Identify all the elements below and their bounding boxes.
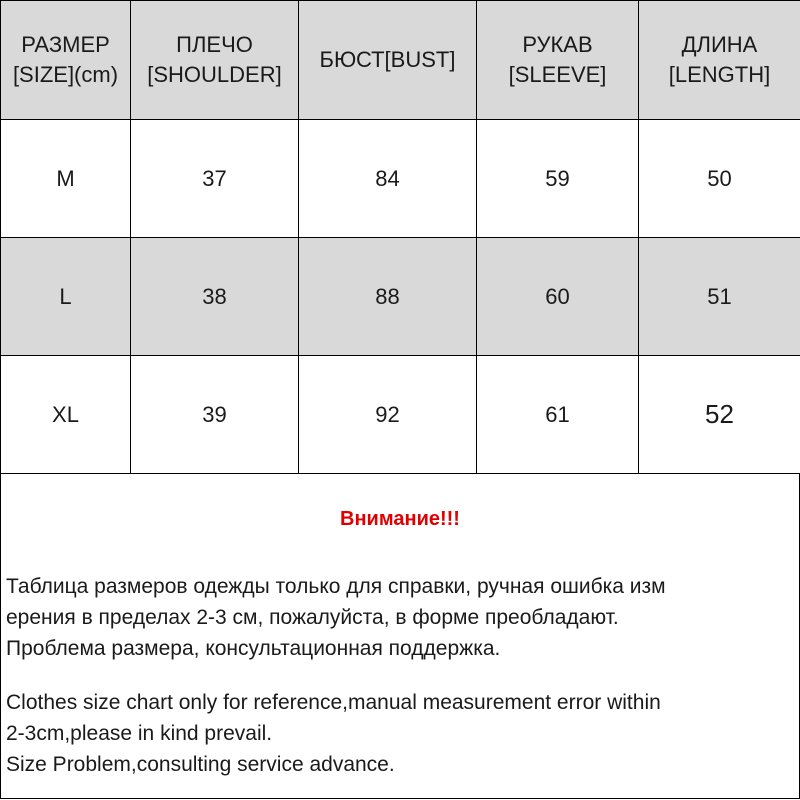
notice-line: Таблица размеров одежды только для справки, ручная ошибка изм [6,575,666,598]
cell-bust: 88 [299,238,477,356]
cell-shoulder: 39 [131,356,299,474]
header-line: ПЛЕЧО [176,32,253,57]
cell-length: 52 [639,356,800,474]
cell-size: XL [1,356,131,474]
header-line: [SIZE](cm) [12,62,119,87]
cell-bust: 92 [299,356,477,474]
header-size [1,1,131,120]
header-line: РУКАВ [522,32,593,57]
header-line: [SLEEVE] [508,62,607,87]
table-row [1,120,800,238]
header-line: РАЗМЕР [21,32,110,57]
notice-line: 2-3cm,please in kind prevail. [6,722,273,745]
notice-russian [6,571,796,664]
cell-shoulder: 38 [131,238,299,356]
cell-bust: 84 [299,120,477,238]
cell-size: M [1,120,131,238]
header-line: [LENGTH] [668,62,771,87]
cell-length: 50 [639,120,800,238]
notice-line: ерения в пределах 2-3 см, пожалуйста, в форме преобладают. [6,606,619,629]
table-row [1,356,800,474]
header-bust [299,1,477,120]
notice-title: Внимание!!! [340,508,460,530]
notice-section [0,472,800,800]
header-sleeve [477,1,639,120]
notice-line: Size Problem,consulting service advance. [6,753,395,776]
table-row [1,238,800,356]
notice-line: Проблема размера, консультационная поддержка. [6,637,501,660]
header-line: ДЛИНА [681,32,758,57]
cell-length: 51 [639,238,800,356]
notice-english [6,687,796,780]
cell-sleeve: 59 [477,120,639,238]
cell-sleeve: 60 [477,238,639,356]
header-line: [SHOULDER] [147,62,282,87]
header-row [1,1,800,120]
notice-line: Clothes size chart only for reference,manual measurement error within [6,691,661,714]
cell-size: L [1,238,131,356]
cell-shoulder: 37 [131,120,299,238]
header-shoulder [131,1,299,120]
header-line: БЮСТ[BUST] [319,47,456,72]
cell-sleeve: 61 [477,356,639,474]
header-length [639,1,800,120]
